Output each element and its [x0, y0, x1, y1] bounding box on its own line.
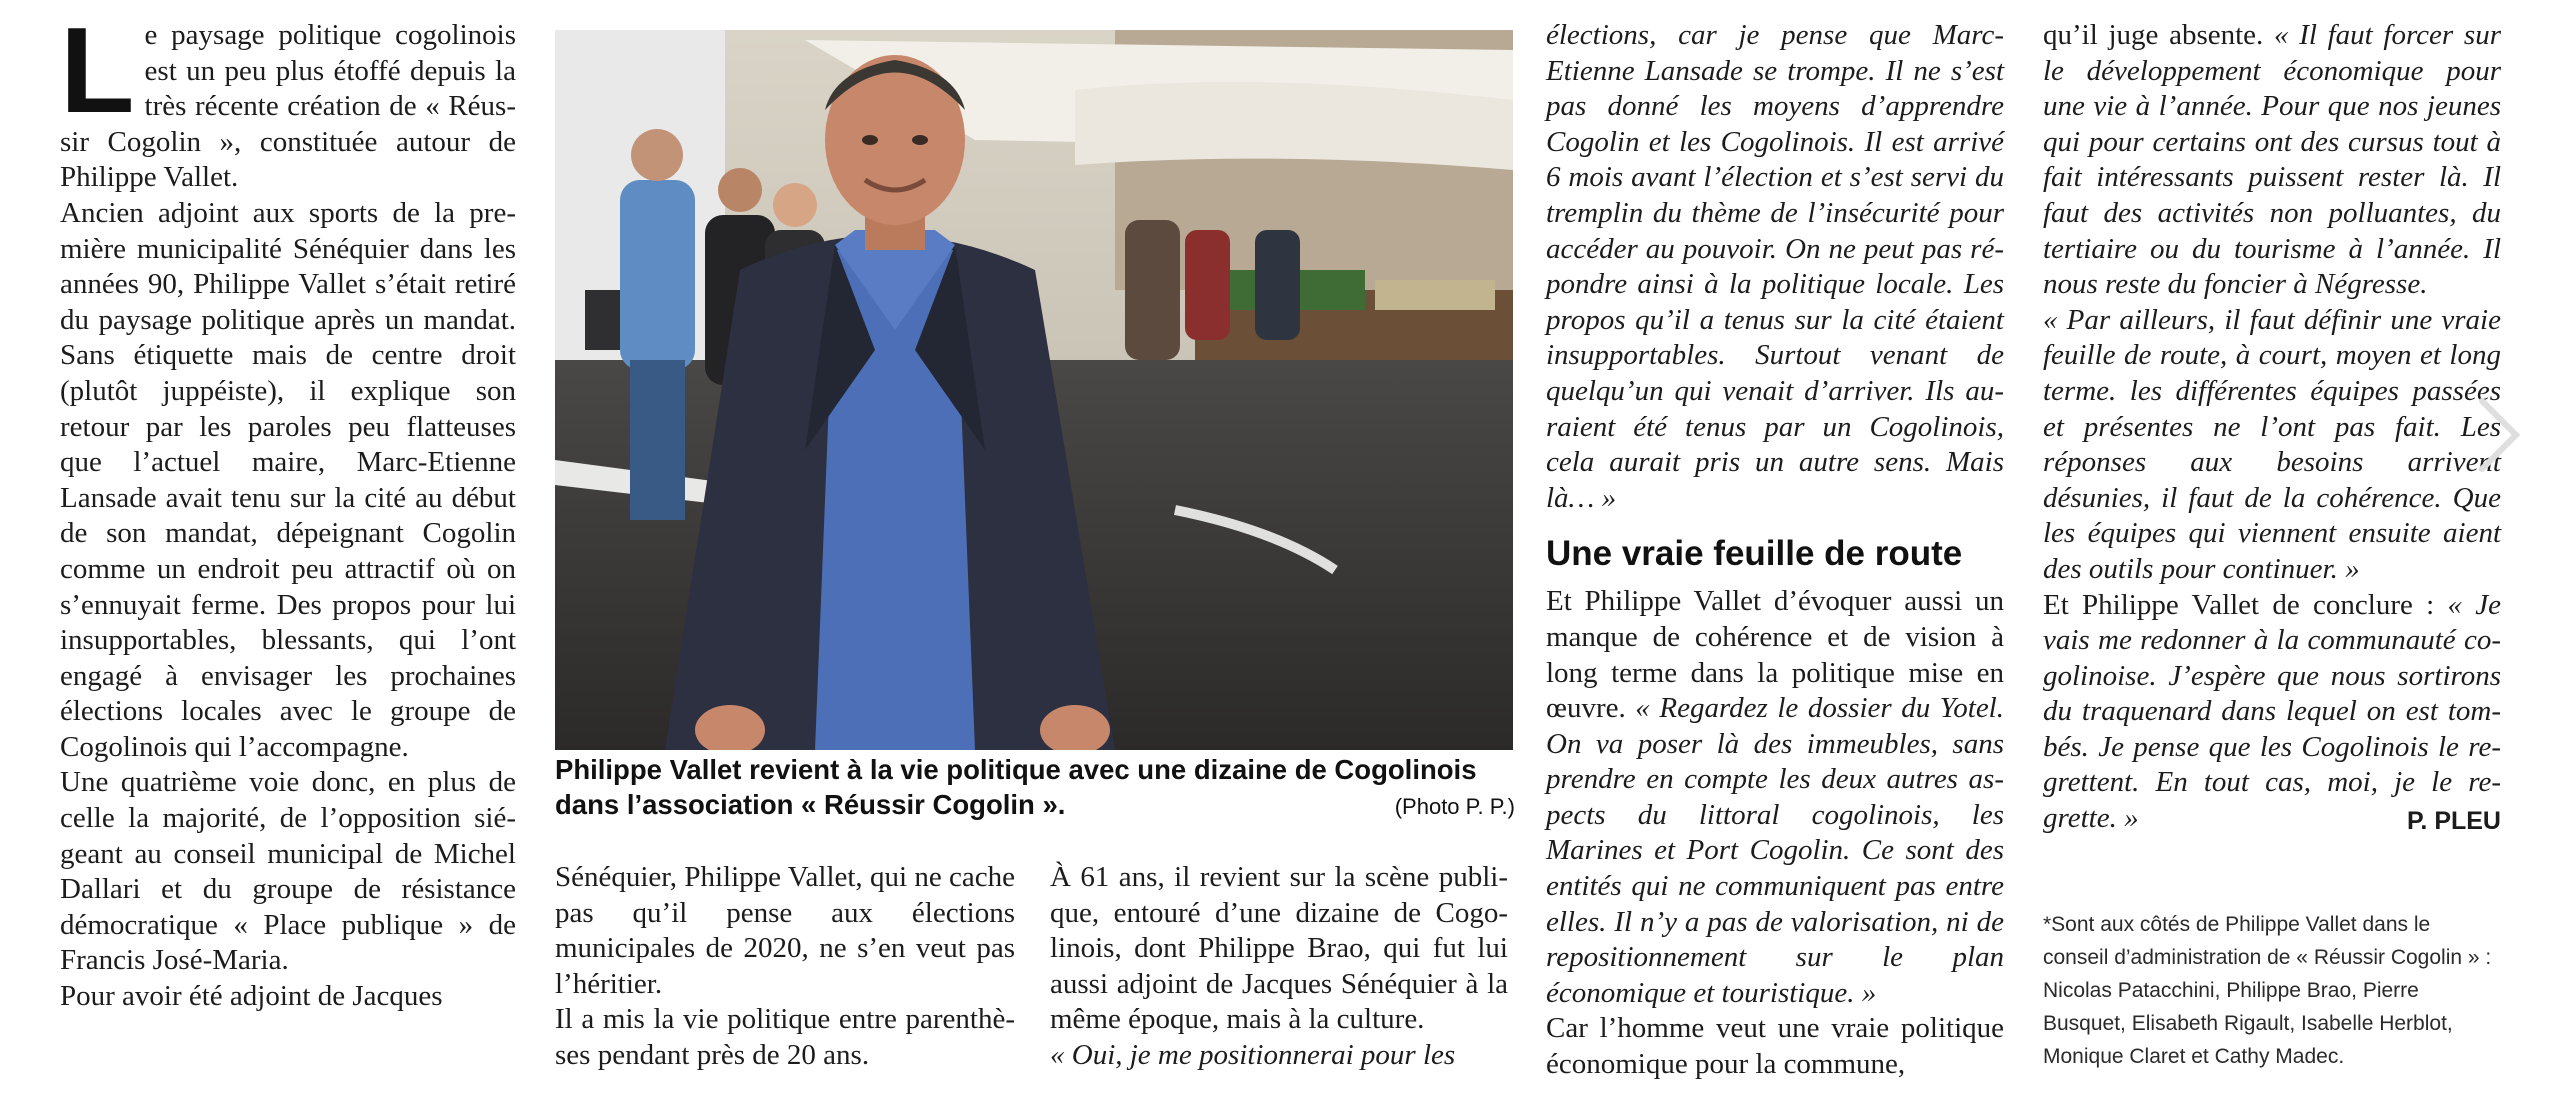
paragraph: [1546, 584, 2004, 1011]
paragraph-text: qu’il juge absente.: [2043, 19, 2274, 51]
footnote: *Sont aux côtés de Philippe Vallet dans le conseil d’administration de « Réussir Cogolin » : Nicolas Patacchini, Philippe Brao, Pierre Busquet, Elisabeth Rigault, Isabelle Herblot, Monique Claret et Cathy Madec.: [2043, 913, 2492, 1068]
paragraph: [60, 2, 516, 196]
paragraph: Ancien adjoint aux sports de la première municipalité Sénéquier dans les années 90, Philippe Vallet s’était retiré du paysage politique après un mandat. Sans étiquette mais de centre droit (plutôt juppéiste), il explique son retour par les paroles peu flatteuses que l’actuel maire, Marc-Etienne Lansade avait tenu sur la cité au début de son mandat, dépeignant Cogolin comme un endroit peu attractif où on s’ennuyait ferme. Des propos pour lui insupportables, blessants, qui l’ont engagé à envisager les prochaines élections locales avec le groupe de Cogolinois qui l’accompagne.: [60, 196, 516, 763]
photo-caption: [555, 752, 1515, 824]
article-column-4: [1546, 18, 2004, 1083]
article-photo: [555, 30, 1513, 750]
paragraph: Il a mis la vie politique entre parenthèses pendant près de 20 ans.: [555, 1003, 1015, 1071]
quote-text: « Je vais me redonner à la communauté cogolinoise. J’espère que nous sortirons du traquenard dans lequel on est tombés. Je pense que les Cogolinois le regrettent. En tout cas, moi, je le regrette. »: [2043, 588, 2501, 835]
caption-text: Philippe Vallet revient à la vie politique avec une dizaine de Cogolinois dans l’association « Réussir Cogolin ».: [555, 754, 1477, 820]
paragraph: [2043, 18, 2501, 303]
quote-text: « Il faut forcer sur le développement économique pour une vie à l’année. Pour que nos jeunes qui pour certains ont des cursus tout à fait intéressants puissent rester là. Il faut des activités non polluantes, du tertiaire ou du tourisme à l’année. Il nous reste du foncier à Négresse.: [2043, 19, 2501, 301]
paragraph: Une quatrième voie donc, en plus de celle la majorité, de l’opposition siégeant au conseil municipal de Michel Dallari et du groupe de résistance démocratique « Place publique » de Francis José-Maria.: [60, 766, 516, 977]
paragraph-text: Et Philippe Vallet d’évoquer aussi un manque de cohérence et de vision à long terme dans la politique mise en œuvre.: [1546, 585, 2004, 725]
article-column-1: [60, 2, 516, 1015]
article-column-3: [1050, 860, 1508, 1074]
paragraph: [2043, 588, 2501, 837]
subheading: Une vraie feuille de route: [1546, 534, 1963, 574]
quote-text: « Regardez le dossier du Yotel. On va poser là des immeubles, sans prendre en compte les deux autres aspects du littoral cogolinois, les Marines et Port Cogolin. Ce sont des entités qui ne communiquent pas entre elles. Il n’y a pas de valorisation, ni de repositionnement sur le plan économique et touristique. »: [1546, 692, 2004, 1009]
photo-credit: (Photo P. P.): [1394, 794, 1515, 819]
paragraph: À 61 ans, il revient sur la scène publique, entouré d’une dizaine de Cogolinois, dont Philippe Brao, qui fut lui aussi adjoint de Jacques Sénéquier à la même époque, mais à la culture.: [1050, 861, 1508, 1036]
paragraph: Sénéquier, Philippe Vallet, qui ne cache pas qu’il pense aux élections municipales de 2020, ne s’en veut pas l’héritier.: [555, 861, 1015, 1000]
paragraph: Car l’homme veut une vraie politique économique pour la commune,: [1546, 1012, 2004, 1081]
quote-paragraph: « Par ailleurs, il faut définir une vraie feuille de route, à court, moyen et long terme. les différentes équipes passées et présentes ne l’ont pas fait. Les réponses aux besoins arrivent désunies, il faut de la cohérence. Que les équipes qui viennent ensuite aient des outils pour continuer. »: [2043, 303, 2501, 585]
article-column-2: [555, 860, 1015, 1074]
photo-illustration: [555, 30, 1513, 750]
article-column-5: [2043, 18, 2501, 840]
drop-cap: L: [60, 2, 135, 138]
paragraph-text: Et Philippe Vallet de conclure :: [2043, 588, 2448, 621]
quote-paragraph: « Oui, je me positionnerai pour les: [1050, 1038, 1456, 1071]
quote-paragraph: élections, car je pense que Marc-Etienne Lansade se trompe. Il ne s’est pas donné les moyens d’apprendre Cogolin et les Cogolinois. Il est arrivé 6 mois avant l’élection et s’est servi du tremplin du thème de l’insécurité pour accéder au pouvoir. On ne peut pas répondre ainsi à la politique locale. Les propos qu’il a tenus sur la cité étaient insupportables. Surtout venant de quelqu’un qui venait d’arriver. Ils auraient été tenus par un Cogolinois, cela aurait pris un autre sens. Mais là… »: [1546, 19, 2004, 514]
paragraph: Pour avoir été adjoint de Jacques: [60, 980, 443, 1013]
chevron-right-icon[interactable]: [2474, 395, 2524, 475]
author-signature: P. PLEU: [2406, 807, 2501, 836]
paragraph-text: e paysage politique cogolinois est un peu plus étoffé depuis la très récente création de « Réussir Cogolin », constituée autour de Philippe Vallet.: [60, 19, 516, 194]
